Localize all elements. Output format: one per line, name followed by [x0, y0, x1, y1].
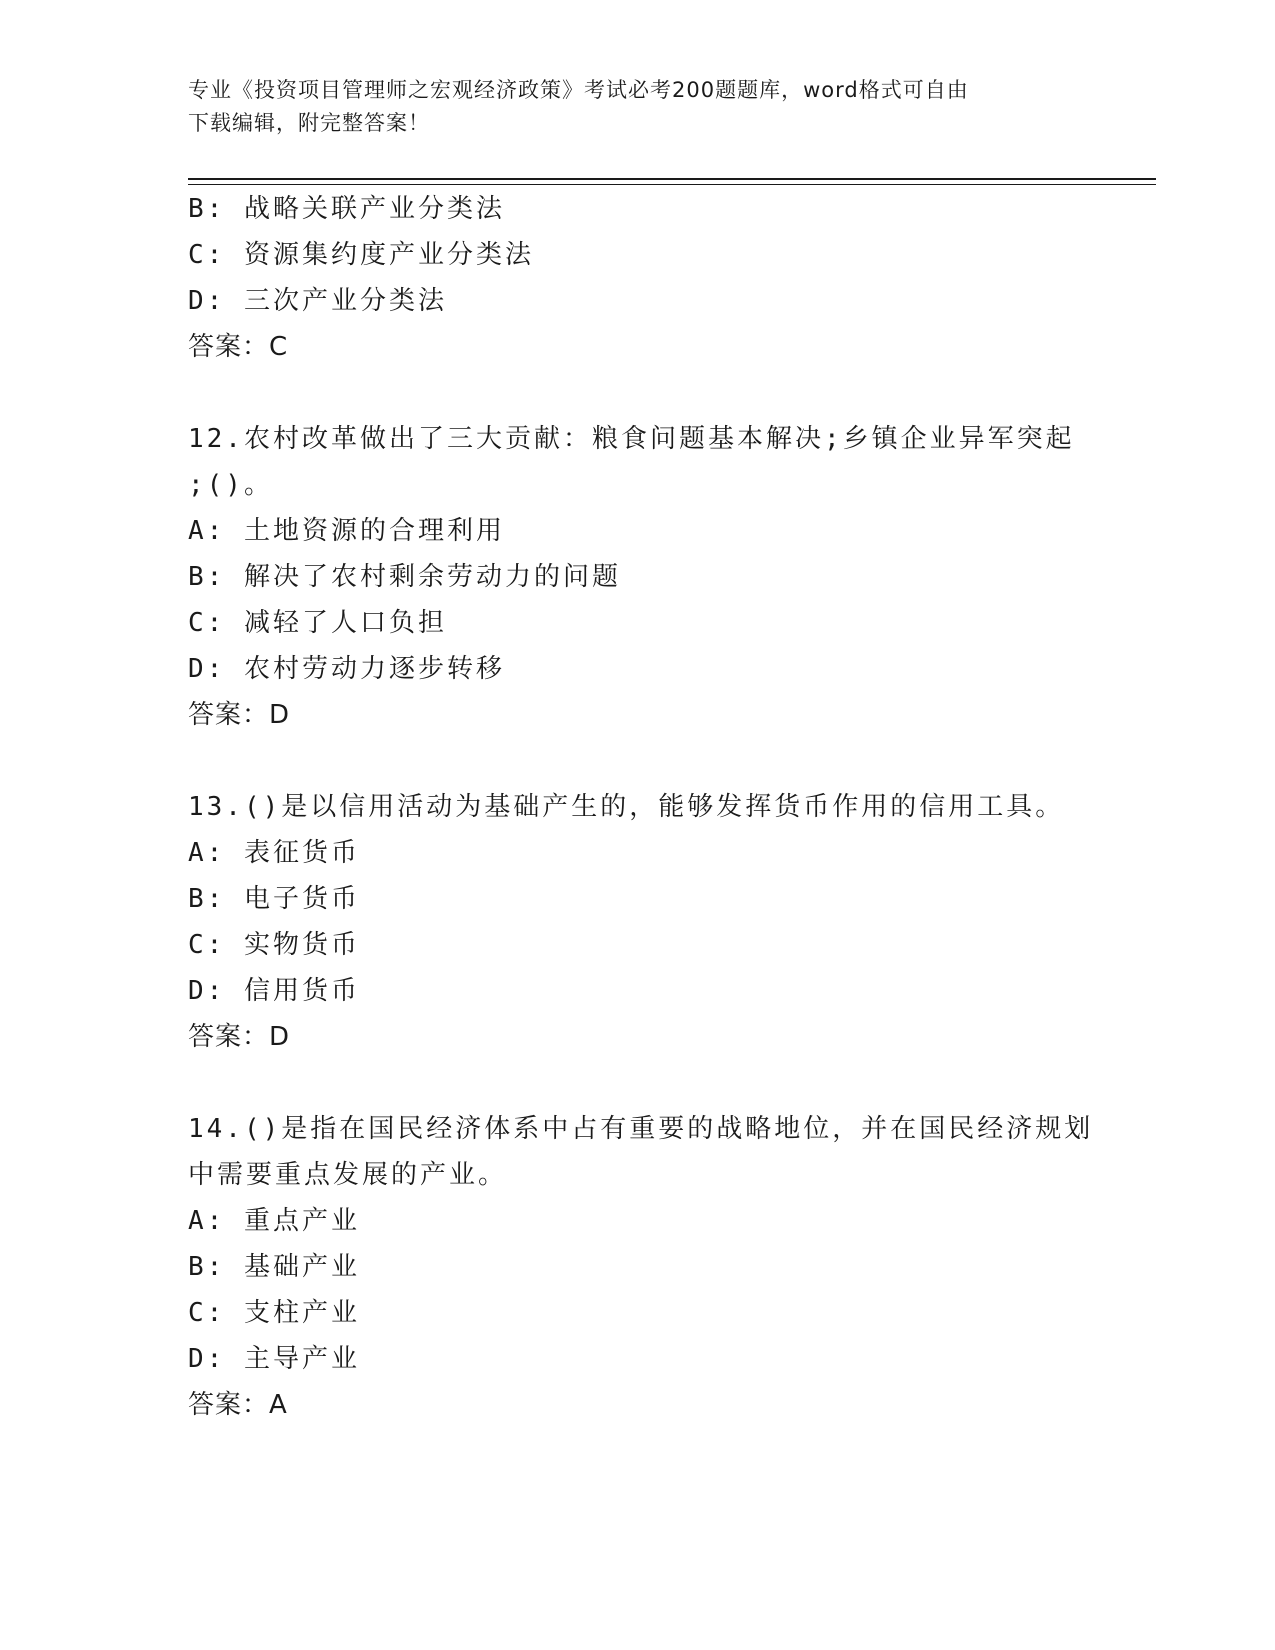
header-line-2: 下载编辑，附完整答案！ [188, 111, 430, 135]
spacer [188, 370, 1088, 416]
option-b: B: 解决了农村剩余劳动力的问题 [188, 562, 621, 592]
option-a: A: 土地资源的合理利用 [188, 516, 505, 546]
question-stem: 14.()是指在国民经济体系中占有重要的战略地位，并在国民经济规划 [188, 1114, 1094, 1144]
question-13 [188, 784, 1088, 1060]
spacer [188, 738, 1088, 784]
header-rule-thin [188, 184, 1156, 185]
option-d: D: 信用货币 [188, 976, 360, 1006]
document-header [188, 74, 1088, 140]
question-list [188, 186, 1094, 1428]
question-11 [188, 186, 1088, 370]
option-d: D: 三次产业分类法 [188, 286, 447, 316]
option-d: D: 农村劳动力逐步转移 [188, 654, 505, 684]
answer: 答案：A [188, 1390, 288, 1420]
option-b: B: 基础产业 [188, 1252, 360, 1282]
spacer [188, 1060, 1088, 1106]
question-stem-continued: ;()。 [188, 470, 273, 500]
option-c: C: 资源集约度产业分类法 [188, 240, 534, 270]
option-b: B: 战略关联产业分类法 [188, 194, 505, 224]
header-rule-thick [188, 178, 1156, 180]
answer: 答案：D [188, 1022, 291, 1052]
option-d: D: 主导产业 [188, 1344, 360, 1374]
option-c: C: 支柱产业 [188, 1298, 360, 1328]
question-stem-continued: 中需要重点发展的产业。 [188, 1160, 508, 1190]
option-b: B: 电子货币 [188, 884, 360, 914]
option-a: A: 表征货币 [188, 838, 360, 868]
answer: 答案：D [188, 700, 291, 730]
option-a: A: 重点产业 [188, 1206, 360, 1236]
option-c: C: 减轻了人口负担 [188, 608, 447, 638]
question-12 [188, 416, 1088, 738]
question-stem: 13.()是以信用活动为基础产生的，能够发挥货币作用的信用工具。 [188, 792, 1065, 822]
question-stem: 12.农村改革做出了三大贡献：粮食问题基本解决;乡镇企业异军突起 [188, 424, 1075, 454]
answer: 答案：C [188, 332, 289, 362]
question-14 [188, 1106, 1094, 1428]
header-line-1: 专业《投资项目管理师之宏观经济政策》考试必考200题题库，word格式可自由 [188, 78, 969, 102]
option-c: C: 实物货币 [188, 930, 360, 960]
